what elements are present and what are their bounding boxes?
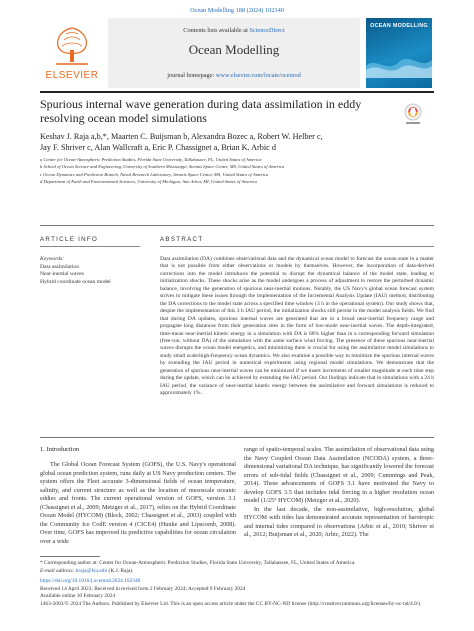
keyword-item: Hybrid coordinate ocean model (40, 278, 111, 285)
intro-paragraph: The Global Ocean Forecast System (GOFS), the U.S. Navy's operational global ocean prediction system, runs daily at US Navy production centers. The system offers the Fleet accurate 3-dimensional fields of ocean temperature, salinity, and current structure as well as the location of mesoscale oceanic eddies and fronts. The current operational version of GOFS, version 3.1 (Chassignet et al., 2009; Metzger et al., 2017), relies on the Hybrid Coordinate Ocean Model (HYCOM) (Bleck, 2002; Chassignet et al., 2003) coupled with the Community Ice CodE version 4 (CICE4) (Hunke and Lipscomb, 2008). Over time, GOFS has improved its predictive capabilities for ocean circulation over a wide (40, 461, 236, 545)
affiliation-list (40, 156, 434, 186)
journal-cover-image (366, 18, 432, 88)
sciencedirect-link[interactable]: ScienceDirect (249, 27, 285, 34)
keywords-label: Keywords: (40, 256, 65, 262)
online-date: Available online 10 February 2024 (40, 593, 116, 599)
homepage-prefix: journal homepage: (167, 72, 216, 79)
license-statement: 1463-5003/© 2024 The Authors. Published by Elsevier Ltd. This is an open access article under the CC BY-NC-ND license (http://creativecommons.org/licenses/by-nc-nd/4.0/). (40, 600, 422, 607)
journal-name: Ocean Modelling (188, 42, 280, 57)
elsevier-logo (40, 18, 104, 86)
received-dates: Received 14 April 2023; Received in revised form 2 February 2024; Accepted 9 February 2024 (40, 585, 246, 592)
homepage-link[interactable]: www.elsevier.com/locate/ocemod (215, 72, 301, 79)
intro-paragraph: range of spatio-temporal scales. The assimilation of observational data using the Navy Coupled Ocean Data Assimilation (NCODA) system, a three-dimensional variational DA technique, has significantly lowered the forecast errors of sub-tidal fields (Chassignet et al., 2009; Cummings and Peak, 2014). These advancements of GOFS 3.1 have motivated the Navy to develop GOFS 3.5 that includes tidal forcing in a higher resolution ocean model (1/25° HYCOM) (Metzger et al., 2020). (244, 446, 434, 504)
article-info-heading: ARTICLE INFO (40, 236, 99, 243)
affiliation-item: c Ocean Dynamics and Prediction Branch, Naval Research Laboratory, Stennis Space Center, MS, United States of America (40, 171, 269, 177)
corresponding-author-note: * Corresponding author at: Center for Ocean-Atmospheric Prediction Studies, Florida State University, Tallahassee, FL, United States of America. (40, 560, 356, 566)
elsevier-tree-icon (48, 20, 96, 68)
cover-wave-graphic (366, 48, 432, 78)
affiliation-item: b School of Ocean Science and Engineering, University of Southern Mississippi, Stennis Space Center, MS, United States of America (40, 164, 285, 170)
article-info (40, 236, 140, 286)
check-for-updates-icon[interactable] (402, 102, 424, 128)
affiliation-item: a Center for Ocean-Atmospheric Prediction Studies, Florida State University, Tallahassee, FL, United States of America (40, 157, 262, 162)
abstract-text: Data assimilation (DA) combines observational data and the dynamical ocean model to forecast the ocean state in a matter that is not possible from either observations or models by themselves. However, the incorporation of data-derived corrections into the model introduces the potential to disrupt the dynamical balance of the model state, leading to initialization shocks. These shocks arise as the model undergoes a process of adjustment to restore the perturbed dynamic balance, involving the generation of spurious near-inertial motions. Notably, the US Navy's global ocean forecast system strives to mitigate these issues through the implementation of the Incremental Analysis Update (IAU) method, distributing the DA corrections to the model state across a specified time window (3 h in the operational system). Our study shows that, despite the implementation of this 3 h IAU period, the initialization shocks still persist in the model analysis fields. We find that during DA updates, spurious internal waves are generated that are in a broad near-inertial frequency range and propagate long distances from their generation sites in the form of low-mode near-inertial waves. The depth-integrated, time-mean near-inertial kinetic energy in a simulation with DA is 68% higher than in a corresponding forward simulation (free-run, without DA) of the simulation with the same surface wind forcing. The presence of these spurious near-inertial waves disrupts the ocean model energetics, and minimizing them is crucial for using the assimilative model simulations to study small scale/high-frequency ocean dynamics. We also examine a possible way to minimize the spurious internal waves by extending the IAU period in numerical experiments using regional model simulations. We demonstrate that the generation of spurious near-inertial waves can be minimized if we insert increments of smaller magnitude at each time step during the update, which can be achieved by extending the IAU period. Our findings indicate that in simulations with a 24 h IAU period, the variance of near-inertial kinetic energy between the assimilative and forward simulations is reduced to approximately 1%. (160, 256, 434, 397)
intro-paragraph: In the last decade, the non-assimilative, high-resolution, global HYCOM with tides has demonstrated accurate representation of barotropic and internal tides compared to observations (Arbic et al., 2010; Shriver et al., 2012; Buijsman et al., 2020; Arbic, 2022). The (244, 505, 434, 538)
abstract-heading: ABSTRACT (160, 236, 204, 243)
author-line-2: Jay F. Shriver c, Alan Wallcraft a, Eric P. Chassignet a, Brian K. Arbic d (40, 143, 276, 153)
contents-line (108, 27, 360, 34)
journal-reference[interactable]: Ocean Modelling 188 (2024) 102340 (190, 7, 284, 14)
homepage-line (108, 72, 360, 79)
body-column-right (244, 446, 434, 540)
header-rule (40, 91, 434, 93)
abstract-rule (160, 246, 434, 247)
keyword-item: Data assimilation (40, 263, 79, 270)
section-heading-introduction: 1. Introduction (40, 446, 80, 453)
elsevier-wordmark: ELSEVIER (45, 70, 99, 81)
abstract-end-rule (40, 437, 434, 438)
author-line-1: Keshav J. Raja a,b,*, Maarten C. Buijsman b, Alexandra Bozec a, Robert W. Helber c, (40, 132, 323, 141)
doi-link[interactable]: https://doi.org/10.1016/j.ocemod.2024.102340 (40, 578, 141, 584)
email-label: E-mail address: (40, 567, 76, 574)
affiliation-item: d Department of Earth and Environmental Sciences, University of Michigan, Ann Arbor, MI, United States of America (40, 179, 257, 185)
email-suffix: (K.J. Raja). (107, 567, 134, 574)
article-title: Spurious internal wave generation during data assimilation in eddy resolving ocean model simulations (40, 97, 362, 125)
keyword-item: Near-inertial waves (40, 271, 84, 277)
body-column-left (40, 461, 236, 546)
article-info-rule (40, 246, 140, 247)
affiliation-rule (40, 225, 434, 226)
footnote-rule (40, 556, 100, 557)
abstract (160, 236, 434, 398)
cover-title: OCEAN MODELLING (370, 23, 428, 29)
footnotes (40, 560, 434, 608)
author-list (40, 131, 434, 153)
email-link[interactable]: kraja@fsu.edu (75, 567, 108, 574)
email-line (40, 568, 434, 576)
contents-prefix: Contents lists available at (183, 27, 250, 34)
